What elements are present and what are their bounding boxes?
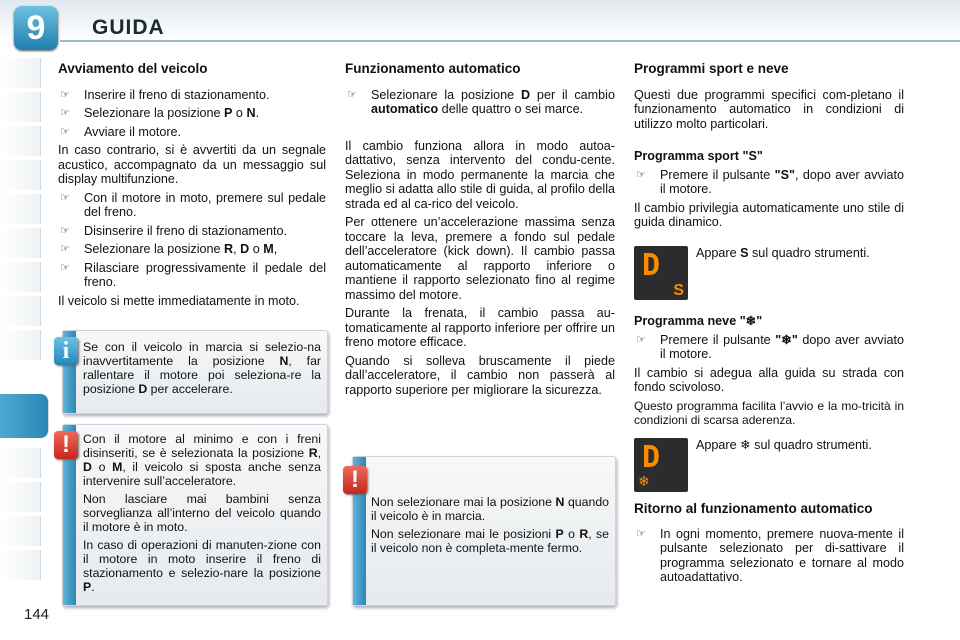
chapter-tab-active[interactable] [0, 394, 49, 438]
chapter-tab-8[interactable] [0, 296, 41, 326]
chapter-number: 9 [14, 6, 58, 50]
section-title-programmi: Programmi sport e neve [634, 61, 789, 76]
list-item: ☞ Premere il pulsante "❄" dopo aver avviato il motore. [636, 332, 905, 361]
info-box [62, 330, 328, 414]
paragraph: Il veicolo si mette immediatamente in moto. [58, 293, 300, 308]
info-text: Se con il veicolo in marcia si selezio-na inavvertitamente la posizione N, far rallentare il motore poi seleziona-re la posizione D per accelerare. [83, 340, 322, 396]
column-ritorno [634, 502, 904, 589]
snowflake-icon: ❄ [638, 473, 650, 489]
warning-icon: ! [343, 466, 367, 494]
list-item: ☞ Inserire il freno di stazionamento. [60, 87, 270, 102]
pointing-hand-icon: ☞ [60, 107, 70, 119]
pointing-hand-icon: ☞ [636, 527, 646, 540]
list-item: ☞ Premere il pulsante "S", dopo aver avviato il motore. [636, 167, 904, 196]
list-item: ☞ In ogni momento, premere nuova-mente il pulsante selezionato per di-sattivare il programma selezionato e tornare al modo autoadattativo. [636, 526, 904, 584]
column-avviamento [58, 62, 326, 312]
list-item: ☞ Selezionare la posizione D per il cambio automatico delle quattro o sei marce. [347, 87, 615, 116]
warning-text: Non selezionare mai la posizione N quando il veicolo è in marcia. Non selezionare mai le posizioni P o R, se il veicolo non è completa-mente fermo. [371, 495, 610, 555]
warning-text: Con il motore al minimo e con i freni disinseriti, se è selezionata la posizione R, D o M, il veicolo si sposta anche senza intervenire sull’acceleratore. Non lasciare mai bambini senza sorveglianza all’interno del veicolo quando il motore è in moto. In caso di operazioni di manuten-zione con il motore in moto inserire il freno di stazionamento e selezio-nare la posizione P. [83, 432, 321, 594]
display-snow-indicator: D ❄ [634, 438, 688, 492]
chapter-tab-4[interactable] [0, 160, 41, 190]
warning-icon: ! [54, 431, 78, 459]
list-item: ☞ Selezionare la posizione R, D o M, [60, 242, 278, 256]
subsection-title-sport: Programma sport "S" [634, 149, 763, 163]
pointing-hand-icon: ☞ [60, 125, 70, 138]
chapter-tab-1[interactable] [0, 58, 41, 88]
warning-box-motore [62, 424, 328, 606]
list-item: ☞ Selezionare la posizione P o N. [60, 106, 260, 120]
pointing-hand-icon: ☞ [60, 261, 70, 274]
pointing-hand-icon: ☞ [60, 88, 70, 101]
column-neve: Programma neve "❄" ☞ Premere il pulsante "❄" dopo aver avviato il motore. Il cambio si adegua alla guida su strada con fondo scivoloso. Questo programma facilita l’avvio e la mo-tricità in condizioni di scarsa aderenza. [634, 314, 905, 427]
list-item: ☞ Disinserire il freno di stazionamento. [60, 223, 287, 238]
chapter-tab-6[interactable] [0, 228, 41, 258]
section-title-funzionamento: Funzionamento automatico [345, 61, 521, 76]
chapter-title: GUIDA [92, 16, 165, 39]
list-item: ☞ Con il motore in moto, premere sul pedale del freno. [60, 190, 326, 219]
sport-caption: Appare S sul quadro strumenti. [696, 246, 870, 260]
section-title-ritorno: Ritorno al funzionamento automatico [634, 501, 873, 516]
paragraph: In caso contrario, si è avvertiti da un segnale acustico, accompagnato da un messaggio sul display multifunzione. [58, 143, 326, 186]
snow-caption: Appare ❄ sul quadro strumenti. [696, 438, 872, 452]
pointing-hand-icon: ☞ [60, 191, 70, 204]
chapter-tab-2[interactable] [0, 92, 41, 122]
chapter-tab-3[interactable] [0, 126, 41, 156]
chapter-tab-13[interactable] [0, 550, 41, 580]
chapter-tab-12[interactable] [0, 516, 41, 546]
pointing-hand-icon: ☞ [60, 243, 70, 255]
column-funzionamento: Funzionamento automatico ☞ Selezionare la posizione D per il cambio automatico delle quattro o sei marce. Il cambio funziona allora in modo autoa-dattativo, senza intervento del condu-cente. Seleziona in modo permanente la marcia che meglio si adatta allo stile di guida, al profilo della strada ed al ca-rico del veicolo. Per ottenere un’accelerazione massima senza toccare la leva, premere a fondo sul pedale dell’acceleratore (kick down). Il cambio passa automaticamente al rapporto inferiore o mantiene il rapporto selezionato fino al regime massimo del motore. Durante la frenata, il cambio passa au-tomaticamente al rapporto inferiore per offrire un freno motore efficace. Quando si solleva bruscamente il piede dall’acceleratore, il cambio non passerà al rapporto superiore per migliorare la sicurezza. [345, 61, 615, 397]
page-number: 144 [24, 606, 50, 623]
chapter-tab-11[interactable] [0, 482, 41, 512]
pointing-hand-icon: ☞ [636, 168, 646, 181]
chapter-tab-10[interactable] [0, 448, 41, 478]
list-item: ☞ Avviare il motore. [60, 124, 182, 139]
header-rule [60, 40, 960, 42]
pointing-hand-icon: ☞ [347, 88, 357, 101]
info-icon: i [54, 337, 78, 365]
pointing-hand-icon: ☞ [636, 333, 646, 346]
section-title-avviamento: Avviamento del veicolo [58, 61, 208, 76]
list-item: ☞ Rilasciare progressivamente il pedale del freno. [60, 260, 326, 289]
chapter-tab-5[interactable] [0, 194, 41, 224]
warning-box-posizioni [352, 456, 616, 606]
subsection-title-neve: Programma neve "❄" [634, 314, 763, 328]
column-programmi: Programmi sport e neve Questi due programmi specifici com-pletano il funzionamento automatico in condizioni di utilizzo molto particolari. Programma sport "S" ☞ Premere il pulsante "S", dopo aver avviato il motore. Il cambio privilegia automaticamente uno stile di guida dinamico. [634, 61, 904, 229]
chapter-tab-7[interactable] [0, 262, 41, 292]
display-sport-indicator: D S [634, 246, 688, 300]
chapter-tab-9[interactable] [0, 330, 41, 360]
pointing-hand-icon: ☞ [60, 224, 70, 237]
